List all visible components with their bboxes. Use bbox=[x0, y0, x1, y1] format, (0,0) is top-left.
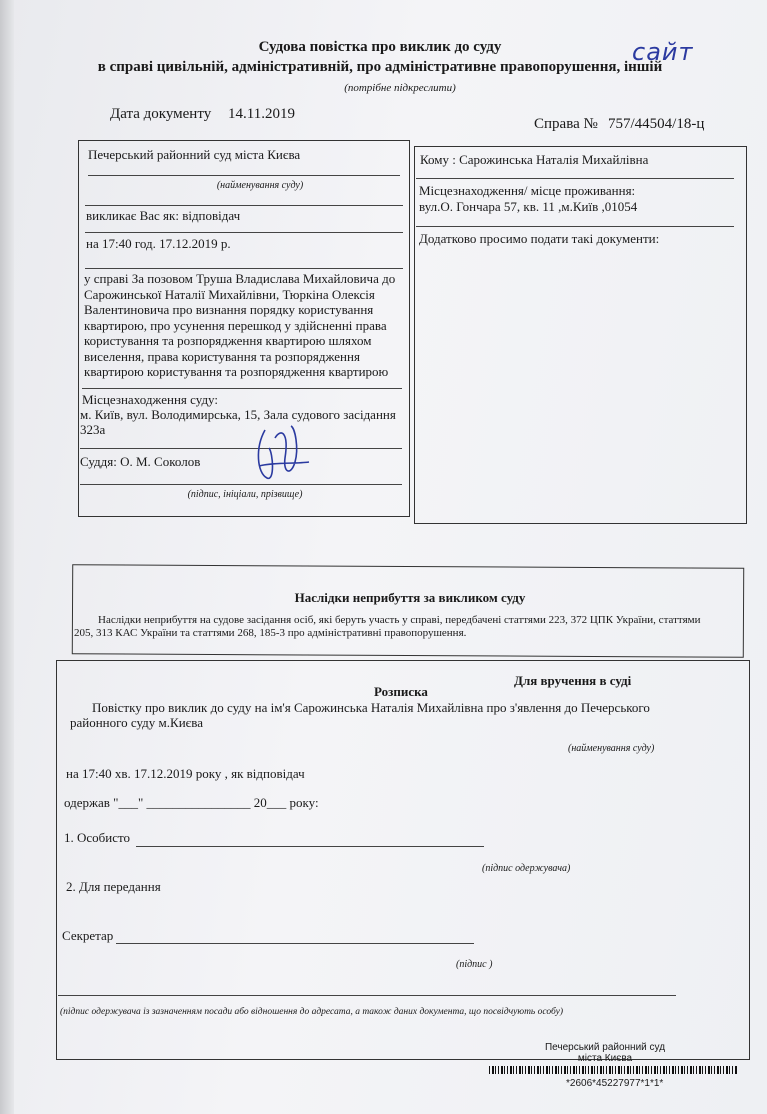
court-name: Печерський районний суд міста Києва bbox=[88, 147, 301, 162]
divider bbox=[80, 448, 402, 449]
judge-name: Суддя: О. М. Соколов bbox=[80, 454, 201, 469]
summons-role: викликає Вас як: відповідач bbox=[86, 208, 241, 223]
receipt-received-line: одержав "___" ________________ 20___ року: bbox=[64, 795, 319, 810]
court-location-label: Місцезнаходження суду: bbox=[82, 392, 218, 407]
divider bbox=[80, 484, 402, 485]
barcode-text: *2606*45227977*1*1* bbox=[566, 1078, 664, 1089]
barcode bbox=[489, 1066, 737, 1074]
footer-caption: (підпис одержувача із зазначенням посади або відношення до адресата, а також даних документа, що посвідчують особу) bbox=[60, 1007, 564, 1017]
residence-address: вул.О. Гончара 57, кв. 11 ,м.Київ ,01054 bbox=[419, 199, 638, 214]
divider bbox=[416, 226, 734, 227]
doc-date-label: Дата документу bbox=[110, 106, 212, 122]
residence-label: Місцезнаходження/ місце проживання: bbox=[419, 183, 636, 198]
secretary-caption: (підпис ) bbox=[456, 959, 493, 970]
stamp-line-2: міста Києва bbox=[577, 1053, 633, 1064]
receipt-time-line: на 17:40 хв. 17.12.2019 року , як відповідач bbox=[66, 766, 305, 781]
divider bbox=[416, 178, 734, 179]
receipt-line-2: районного суду м.Києва bbox=[70, 715, 203, 730]
page-edge-shadow bbox=[0, 0, 14, 1114]
consequences-box bbox=[72, 564, 744, 658]
doc-date: 14.11.2019 bbox=[228, 106, 295, 122]
signature-caption: (підпис, ініціали, прізвище) bbox=[187, 489, 303, 500]
document-title: Судова повістка про виклик до суду bbox=[258, 39, 502, 55]
transfer-label: 2. Для передання bbox=[66, 879, 161, 894]
recipient-caption: (підпис одержувача) bbox=[482, 863, 571, 874]
consequences-title: Наслідки неприбуття за викликом суду bbox=[294, 590, 526, 605]
personal-label: 1. Особисто bbox=[64, 830, 131, 845]
personal-signature-line bbox=[136, 846, 484, 847]
underline-hint: (потрібне підкреслити) bbox=[344, 82, 456, 94]
recipient-name: Кому : Сарожинська Наталія Михайлівна bbox=[420, 152, 649, 167]
receipt-title: Розписка bbox=[374, 684, 428, 699]
handwritten-note: сайт bbox=[632, 38, 694, 66]
secretary-signature-line bbox=[116, 943, 474, 944]
footer-line bbox=[58, 995, 676, 996]
judge-signature bbox=[245, 418, 315, 486]
secretary-label: Секретар bbox=[62, 928, 114, 943]
documents-label: Додатково просимо подати такі документи: bbox=[419, 231, 660, 246]
case-description: у справі За позовом Труша Владислава Михайловича до Сарожинської Наталії Михайлівни, Тюркіна Олексія Валентиновича про визнання порядку користування квартирою, про усунення перешкод у здійсненні права користування та розпорядження квартирою шляхом виселення, права користування та розпорядження квартирою користування та розпорядження квартирою bbox=[84, 271, 396, 379]
divider bbox=[85, 268, 403, 269]
consequences-text: Наслідки неприбуття на судове засідання осіб, які беруть участь у справі, передбачені статтями 223, 372 ЦПК України, статтями 205, 313 КАС України та статтями 268, 185-3 про адміністративні правопорушення. bbox=[74, 614, 701, 639]
stamp-line-1: Печерський районний суд bbox=[544, 1042, 666, 1053]
court-caption: (найменування суду) bbox=[216, 180, 304, 191]
receipt-line-1: Повістку про виклик до суду на ім'я Сарожинська Наталія Михайлівна про з'явлення до Печерського bbox=[92, 700, 650, 715]
hearing-datetime: на 17:40 год. 17.12.2019 р. bbox=[86, 236, 231, 251]
divider bbox=[85, 232, 403, 233]
document-subtitle: в справі цивільній, адміністративній, про адміністративне правопорушення, іншій bbox=[97, 59, 663, 75]
divider bbox=[85, 205, 403, 206]
case-number: 757/44504/18-ц bbox=[608, 116, 705, 132]
receipt-court-caption: (найменування суду) bbox=[568, 743, 655, 754]
court-underline bbox=[88, 175, 400, 176]
for-court-label: Для вручення в суді bbox=[514, 673, 632, 688]
divider bbox=[82, 388, 402, 389]
case-label: Справа № bbox=[534, 116, 598, 132]
court-location: м. Київ, вул. Володимирська, 15, Зала судового засідання 323а bbox=[80, 407, 396, 437]
